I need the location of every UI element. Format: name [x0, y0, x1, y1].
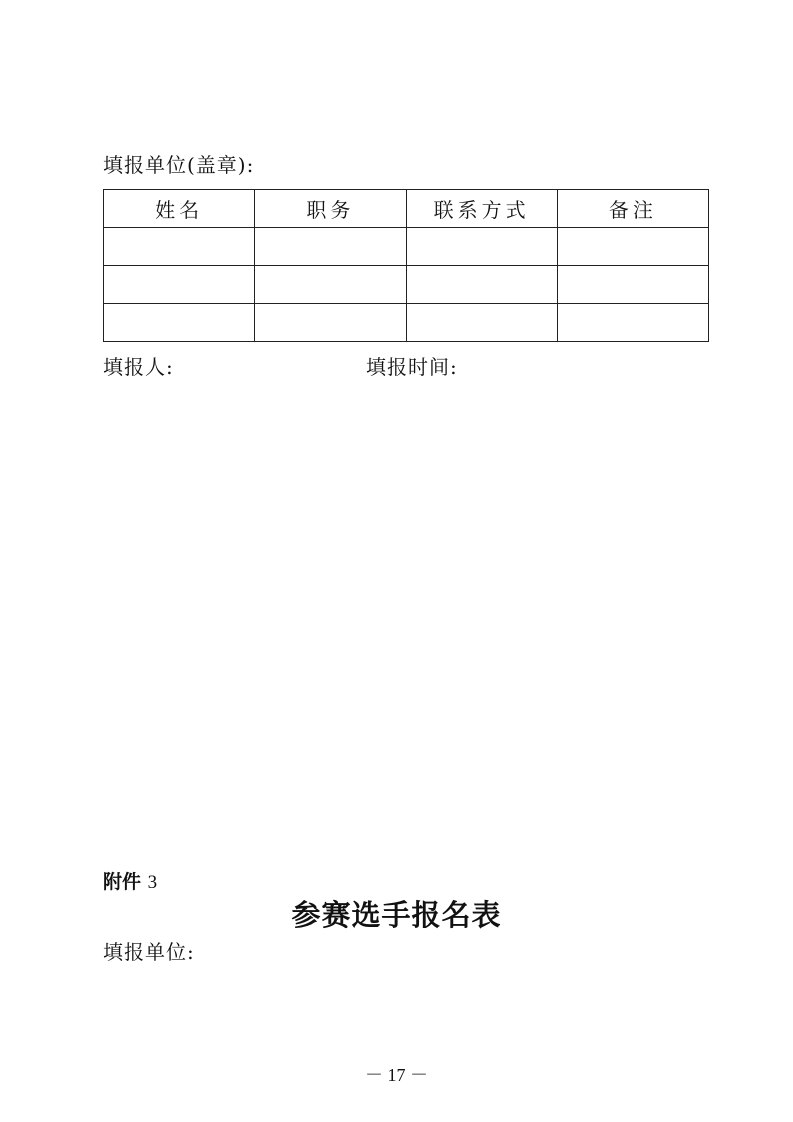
- header-contact: 联系方式: [406, 190, 557, 228]
- table-cell: [104, 304, 255, 342]
- table-cell: [557, 266, 708, 304]
- filler-label: 填报人:: [103, 355, 174, 379]
- header-name: 姓名: [104, 190, 255, 228]
- table-header-row: [104, 190, 709, 228]
- table-cell: [406, 304, 557, 342]
- header-remarks: 备注: [557, 190, 708, 228]
- table-cell: [255, 228, 406, 266]
- header-position: 职务: [255, 190, 406, 228]
- attachment-label-text: 附件: [103, 871, 142, 893]
- table-row: [104, 304, 709, 342]
- table-cell: [255, 266, 406, 304]
- filling-unit-label: 填报单位:: [103, 940, 195, 964]
- page-number: － 17 －: [365, 1065, 428, 1085]
- filling-unit-seal-label: 填报单位(盖章):: [103, 153, 255, 177]
- table-cell: [104, 266, 255, 304]
- form-title: 参赛选手报名表: [291, 898, 502, 932]
- table-cell: [406, 228, 557, 266]
- table-cell: [406, 266, 557, 304]
- table-cell: [255, 304, 406, 342]
- table-row: [104, 228, 709, 266]
- contact-table: [103, 189, 709, 342]
- table-cell: [557, 228, 708, 266]
- attachment-heading: [103, 867, 157, 894]
- table-cell: [557, 304, 708, 342]
- table-cell: [104, 228, 255, 266]
- fill-time-label: 填报时间:: [366, 355, 458, 379]
- table-row: [104, 266, 709, 304]
- attachment-number: 3: [147, 872, 158, 893]
